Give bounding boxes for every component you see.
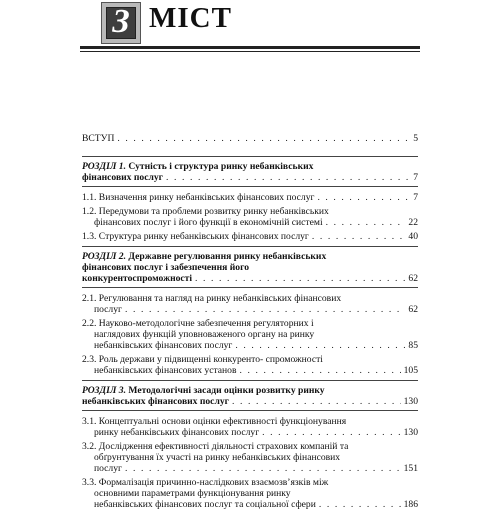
toc-sections bbox=[82, 416, 418, 510]
chapter-title-text: небанківських фінансових послуг bbox=[82, 396, 229, 407]
toc-page-number: 7 bbox=[413, 192, 418, 203]
toc-sections bbox=[82, 293, 418, 376]
toc-entry-line bbox=[82, 416, 418, 427]
toc-page-number: 62 bbox=[408, 273, 418, 284]
toc-entry-line bbox=[82, 354, 418, 365]
toc-entry-line bbox=[82, 217, 418, 228]
toc-entry-line bbox=[82, 192, 418, 203]
chapter-title-text: Державне регулювання ринку небанківських bbox=[128, 251, 327, 262]
toc-entry-line bbox=[82, 463, 418, 474]
toc-entry-line bbox=[82, 499, 418, 510]
toc-entry-title bbox=[94, 427, 259, 438]
toc-entry-line bbox=[82, 365, 418, 376]
chapter-title-text: конкурентоспроможності bbox=[82, 273, 193, 284]
leader-dots bbox=[195, 273, 405, 284]
toc-entry-title: обґрунтування їх участі на ринку небанківських фінансових bbox=[94, 452, 341, 463]
toc-page-number: 130 bbox=[403, 427, 418, 438]
toc-section-1-1[interactable] bbox=[82, 192, 418, 203]
section-number: 2.3. bbox=[82, 354, 97, 365]
toc-entry-line bbox=[82, 427, 418, 438]
leader-dots bbox=[166, 172, 410, 183]
toc-page-number: 186 bbox=[403, 499, 418, 510]
section-number: 2.1. bbox=[82, 293, 97, 304]
toc-entry-line bbox=[82, 488, 418, 499]
toc-entry-title bbox=[94, 340, 232, 351]
toc-section-1-2[interactable] bbox=[82, 206, 418, 228]
leader-dots bbox=[125, 463, 401, 474]
chapter-title-line bbox=[82, 396, 418, 407]
toc-entry-title: Дослідження ефективності діяльності страхових компаній та bbox=[98, 441, 349, 452]
section-number: 1.3. bbox=[82, 231, 97, 242]
toc-page-number: 5 bbox=[413, 133, 418, 144]
chapter-title-line bbox=[82, 172, 418, 183]
toc-entry-title bbox=[94, 499, 316, 510]
page-title: МІСТ bbox=[149, 2, 232, 34]
chapter-title bbox=[82, 273, 192, 284]
leader-dots bbox=[317, 192, 410, 203]
toc-entry-title: основними параметрами функціонування ринку bbox=[94, 488, 291, 499]
chapter-separator bbox=[82, 380, 418, 381]
toc-entry-title bbox=[94, 463, 122, 474]
toc-page-number: 40 bbox=[408, 231, 418, 242]
toc-entry-line bbox=[82, 477, 418, 488]
chapter-title-line bbox=[82, 262, 418, 273]
section-number: 3.3. bbox=[82, 477, 97, 488]
toc-page-number: 151 bbox=[403, 463, 418, 474]
toc-entry-intro[interactable] bbox=[82, 133, 418, 144]
toc-entry-title: Регулювання та нагляд на ринку небанківських фінансових bbox=[98, 293, 342, 304]
toc-section-2-2[interactable] bbox=[82, 318, 418, 351]
toc-entry-title: ВСТУП bbox=[82, 133, 115, 144]
toc-entry-title-text: Визначення ринку небанківських фінансових послуг bbox=[98, 192, 315, 203]
toc-entry-title: Роль держави у підвищенні конкуренто- спроможності bbox=[98, 354, 323, 365]
chapter-title bbox=[82, 396, 229, 407]
chapter-title-text: Сутність і структура ринку небанківських bbox=[128, 161, 314, 172]
toc-section-3-3[interactable] bbox=[82, 477, 418, 510]
toc-entry-title bbox=[82, 192, 314, 203]
toc-entry-line bbox=[82, 329, 418, 340]
toc-entry-title: Науково-методологічне забезпечення регуляторних і bbox=[98, 318, 314, 329]
toc-entry-title: Передумови та проблеми розвитку ринку небанківських bbox=[98, 206, 329, 217]
chapter-separator bbox=[82, 186, 418, 187]
chapter-separator bbox=[82, 246, 418, 247]
chapter-title-line bbox=[82, 273, 418, 284]
leader-dots bbox=[319, 499, 401, 510]
toc-entry-line bbox=[82, 452, 418, 463]
toc-section-1-3[interactable] bbox=[82, 231, 418, 242]
toc-entry-title bbox=[94, 217, 323, 228]
toc-section-3-2[interactable] bbox=[82, 441, 418, 474]
leader-dots bbox=[262, 427, 400, 438]
toc-entry-line bbox=[82, 441, 418, 452]
toc-entry-line bbox=[82, 304, 418, 315]
leader-dots bbox=[232, 396, 401, 407]
toc-entry-title-text: послуг bbox=[94, 463, 122, 474]
toc-entry-title-text: небанківських фінансових послуг та соціальної сфери bbox=[94, 499, 316, 510]
toc-chapter-1[interactable] bbox=[82, 156, 418, 187]
chapter-title-line bbox=[82, 385, 418, 396]
chapter-label: РОЗДІЛ 2. bbox=[82, 251, 127, 262]
toc-page-number: 85 bbox=[408, 340, 418, 351]
section-number: 1.1. bbox=[82, 192, 97, 203]
toc-entry-title bbox=[94, 365, 237, 376]
leader-dots bbox=[117, 133, 410, 144]
toc-section-2-1[interactable] bbox=[82, 293, 418, 315]
toc-section-3-1[interactable] bbox=[82, 416, 418, 438]
toc-page-number: 62 bbox=[408, 304, 418, 315]
leader-dots bbox=[125, 304, 405, 315]
chapter-title-line bbox=[82, 251, 418, 262]
chapter-title-line bbox=[82, 161, 418, 172]
toc-entry-title: Концептуальні основи оцінки ефективності функціонування bbox=[98, 416, 347, 427]
toc-chapter-3[interactable] bbox=[82, 380, 418, 411]
toc-entry-line bbox=[82, 231, 418, 242]
toc-sections bbox=[82, 192, 418, 242]
toc-chapter-2[interactable] bbox=[82, 246, 418, 288]
chapter-separator bbox=[82, 287, 418, 288]
toc-entry-title-text: небанківських фінансових послуг bbox=[94, 340, 233, 351]
chapter-separator bbox=[82, 156, 418, 157]
leader-dots bbox=[312, 231, 406, 242]
toc-entry-title: Формалізація причинно-наслідкових взаємозв’язків між bbox=[98, 477, 329, 488]
page-header bbox=[80, 0, 420, 50]
badge-letter: З bbox=[112, 3, 130, 40]
toc-entry-title-text: небанківських фінансових установ bbox=[94, 365, 237, 376]
toc-section-2-3[interactable] bbox=[82, 354, 418, 376]
header-rule-thin bbox=[80, 51, 420, 52]
table-of-contents bbox=[82, 133, 418, 513]
toc-entry-title-text: ринку небанківських фінансових послуг bbox=[94, 427, 260, 438]
toc-entry-title-text: послуг bbox=[94, 304, 122, 315]
toc-page-number: 105 bbox=[403, 365, 418, 376]
toc-entry-title bbox=[94, 304, 122, 315]
toc-entry-title-text: Структура ринку небанківських фінансових послуг bbox=[98, 231, 309, 242]
toc-page-number: 130 bbox=[403, 396, 418, 407]
toc-entry-title: наглядових функцій уповноваженого органу на ринку bbox=[94, 329, 315, 340]
toc-entry-line bbox=[82, 293, 418, 304]
chapter-label: РОЗДІЛ 1. bbox=[82, 161, 127, 172]
chapter-title-text: фінансових послуг bbox=[82, 172, 163, 183]
section-number: 3.2. bbox=[82, 441, 97, 452]
chapter-label: РОЗДІЛ 3. bbox=[82, 385, 127, 396]
header-rule-thick bbox=[80, 46, 420, 49]
section-number: 2.2. bbox=[82, 318, 97, 329]
toc-entry-line bbox=[82, 318, 418, 329]
chapter-separator bbox=[82, 410, 418, 411]
toc-entry-line bbox=[82, 340, 418, 351]
leader-dots bbox=[235, 340, 405, 351]
chapter-title bbox=[82, 172, 163, 183]
chapter-badge bbox=[101, 2, 141, 44]
toc-page-number: 7 bbox=[413, 172, 418, 183]
section-number: 3.1. bbox=[82, 416, 97, 427]
toc-entry-title bbox=[82, 231, 309, 242]
toc-entry-title-text: фінансових послуг і його функції в економічній системі bbox=[94, 217, 323, 228]
chapter-title-text: Методологічні засади оцінки розвитку ринку bbox=[128, 385, 325, 396]
chapter-title-text: фінансових послуг і забезпечення його bbox=[82, 262, 249, 273]
toc-page-number: 22 bbox=[408, 217, 418, 228]
leader-dots bbox=[240, 365, 401, 376]
section-number: 1.2. bbox=[82, 206, 97, 217]
leader-dots bbox=[326, 217, 406, 228]
toc-entry-line bbox=[82, 206, 418, 217]
